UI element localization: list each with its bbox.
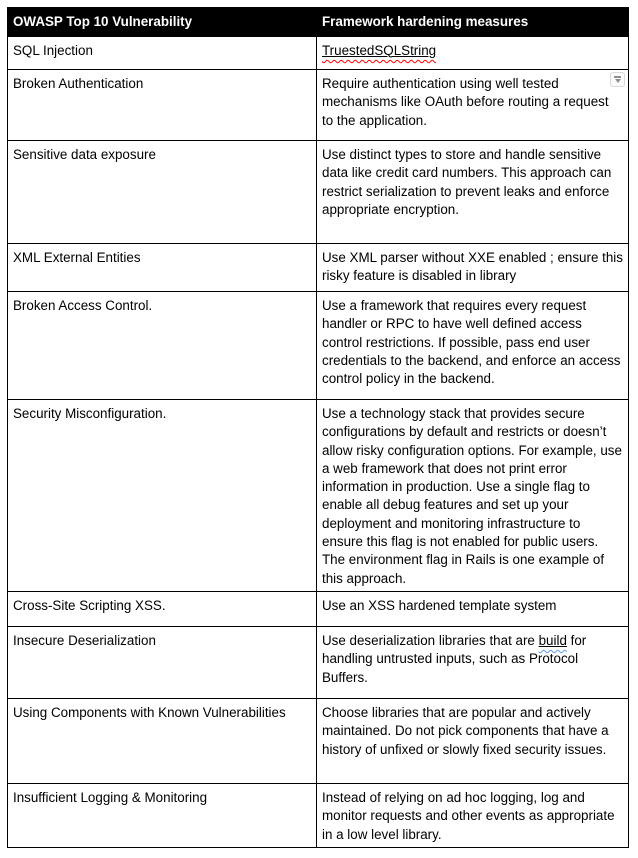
table-row [8, 141, 629, 244]
vulnerability-cell: Cross-Site Scripting XSS. [8, 591, 317, 626]
vulnerability-cell: Insecure Deserialization [8, 626, 317, 698]
measure-text: Instead of relying on ad hoc logging, log and monitor requests and other events as appropriate in a low level library. [322, 789, 615, 842]
measure-text: Use XML parser without XXE enabled ; ensure this risky feature is disabled in library [322, 250, 623, 284]
table-row [8, 244, 629, 292]
table-row [8, 292, 629, 400]
vulnerability-cell: XML External Entities [8, 244, 317, 292]
vulnerability-cell: Broken Access Control. [8, 292, 317, 400]
grammar-flagged-word-text: build [538, 632, 567, 648]
measure-text: Use a framework that requires every request handler or RPC to have well defined access control restrictions. If possible, pass end user credentials to the backend, and enforce an access control policy in the backend. [322, 298, 621, 387]
measure-text: Require authentication using well tested mechanisms like OAuth before routing a request to the application. [322, 76, 609, 128]
header-row [8, 8, 629, 37]
owasp-hardening-table [7, 7, 629, 848]
table-row [8, 626, 629, 698]
measure-cell [317, 626, 629, 698]
column-header-vulnerability: OWASP Top 10 Vulnerability [8, 8, 317, 37]
vulnerability-cell: Insufficient Logging & Monitoring [8, 783, 317, 847]
table-row [8, 783, 629, 847]
marker-bar-shape [614, 76, 621, 78]
table-row [8, 70, 629, 141]
vulnerability-cell: SQL Injection [8, 37, 317, 70]
measure-text: for handling untrusted inputs, such as Protocol Buffers. [322, 632, 587, 685]
measure-cell [317, 37, 629, 70]
measure-cell [317, 783, 629, 847]
measure-cell [317, 400, 629, 592]
measure-text: Use distinct types to store and handle sensitive data like credit card numbers. This approach can restrict serialization to prevent leaks and enforce appropriate encryption. [322, 147, 612, 217]
vulnerability-cell: Broken Authentication [8, 70, 317, 141]
table-row [8, 591, 629, 626]
table-row [8, 400, 629, 592]
vulnerability-cell: Using Components with Known Vulnerabilities [8, 698, 317, 783]
measure-cell [317, 141, 629, 244]
grammar-flagged-word [539, 633, 567, 648]
measure-text: Use an XSS hardened template system [322, 597, 557, 613]
measure-cell [317, 70, 629, 141]
table-row [8, 37, 629, 70]
collapse-dropdown-icon[interactable] [610, 72, 625, 87]
column-header-measures: Framework hardening measures [317, 8, 629, 37]
measure-cell [317, 292, 629, 400]
table-row [8, 698, 629, 783]
misspelled-word-text: TruestedSQLString [322, 43, 437, 58]
owasp-table-body [8, 37, 629, 848]
vulnerability-cell: Sensitive data exposure [8, 141, 317, 244]
misspelled-word [322, 43, 436, 58]
measure-cell [317, 591, 629, 626]
measure-text: Use a technology stack that provides secure configurations by default and restricts or doesn’t allow risky configuration options. For example, use a web framework that does not print error information in production. Use a single flag to enable all debug features and set up your deployment and monitoring infrastructure to ensure this flag is not enabled for public users. The environment flag in Rails is one example of this approach. [322, 406, 622, 586]
marker-triangle-shape [615, 79, 621, 83]
measure-text: Choose libraries that are popular and actively maintained. Do not pick components that have a history of unfixed or slowly fixed security issues. [322, 704, 609, 757]
measure-text: Use deserialization libraries that are [322, 632, 539, 648]
measure-cell [317, 244, 629, 292]
measure-cell [317, 698, 629, 783]
vulnerability-cell: Security Misconfiguration. [8, 400, 317, 592]
